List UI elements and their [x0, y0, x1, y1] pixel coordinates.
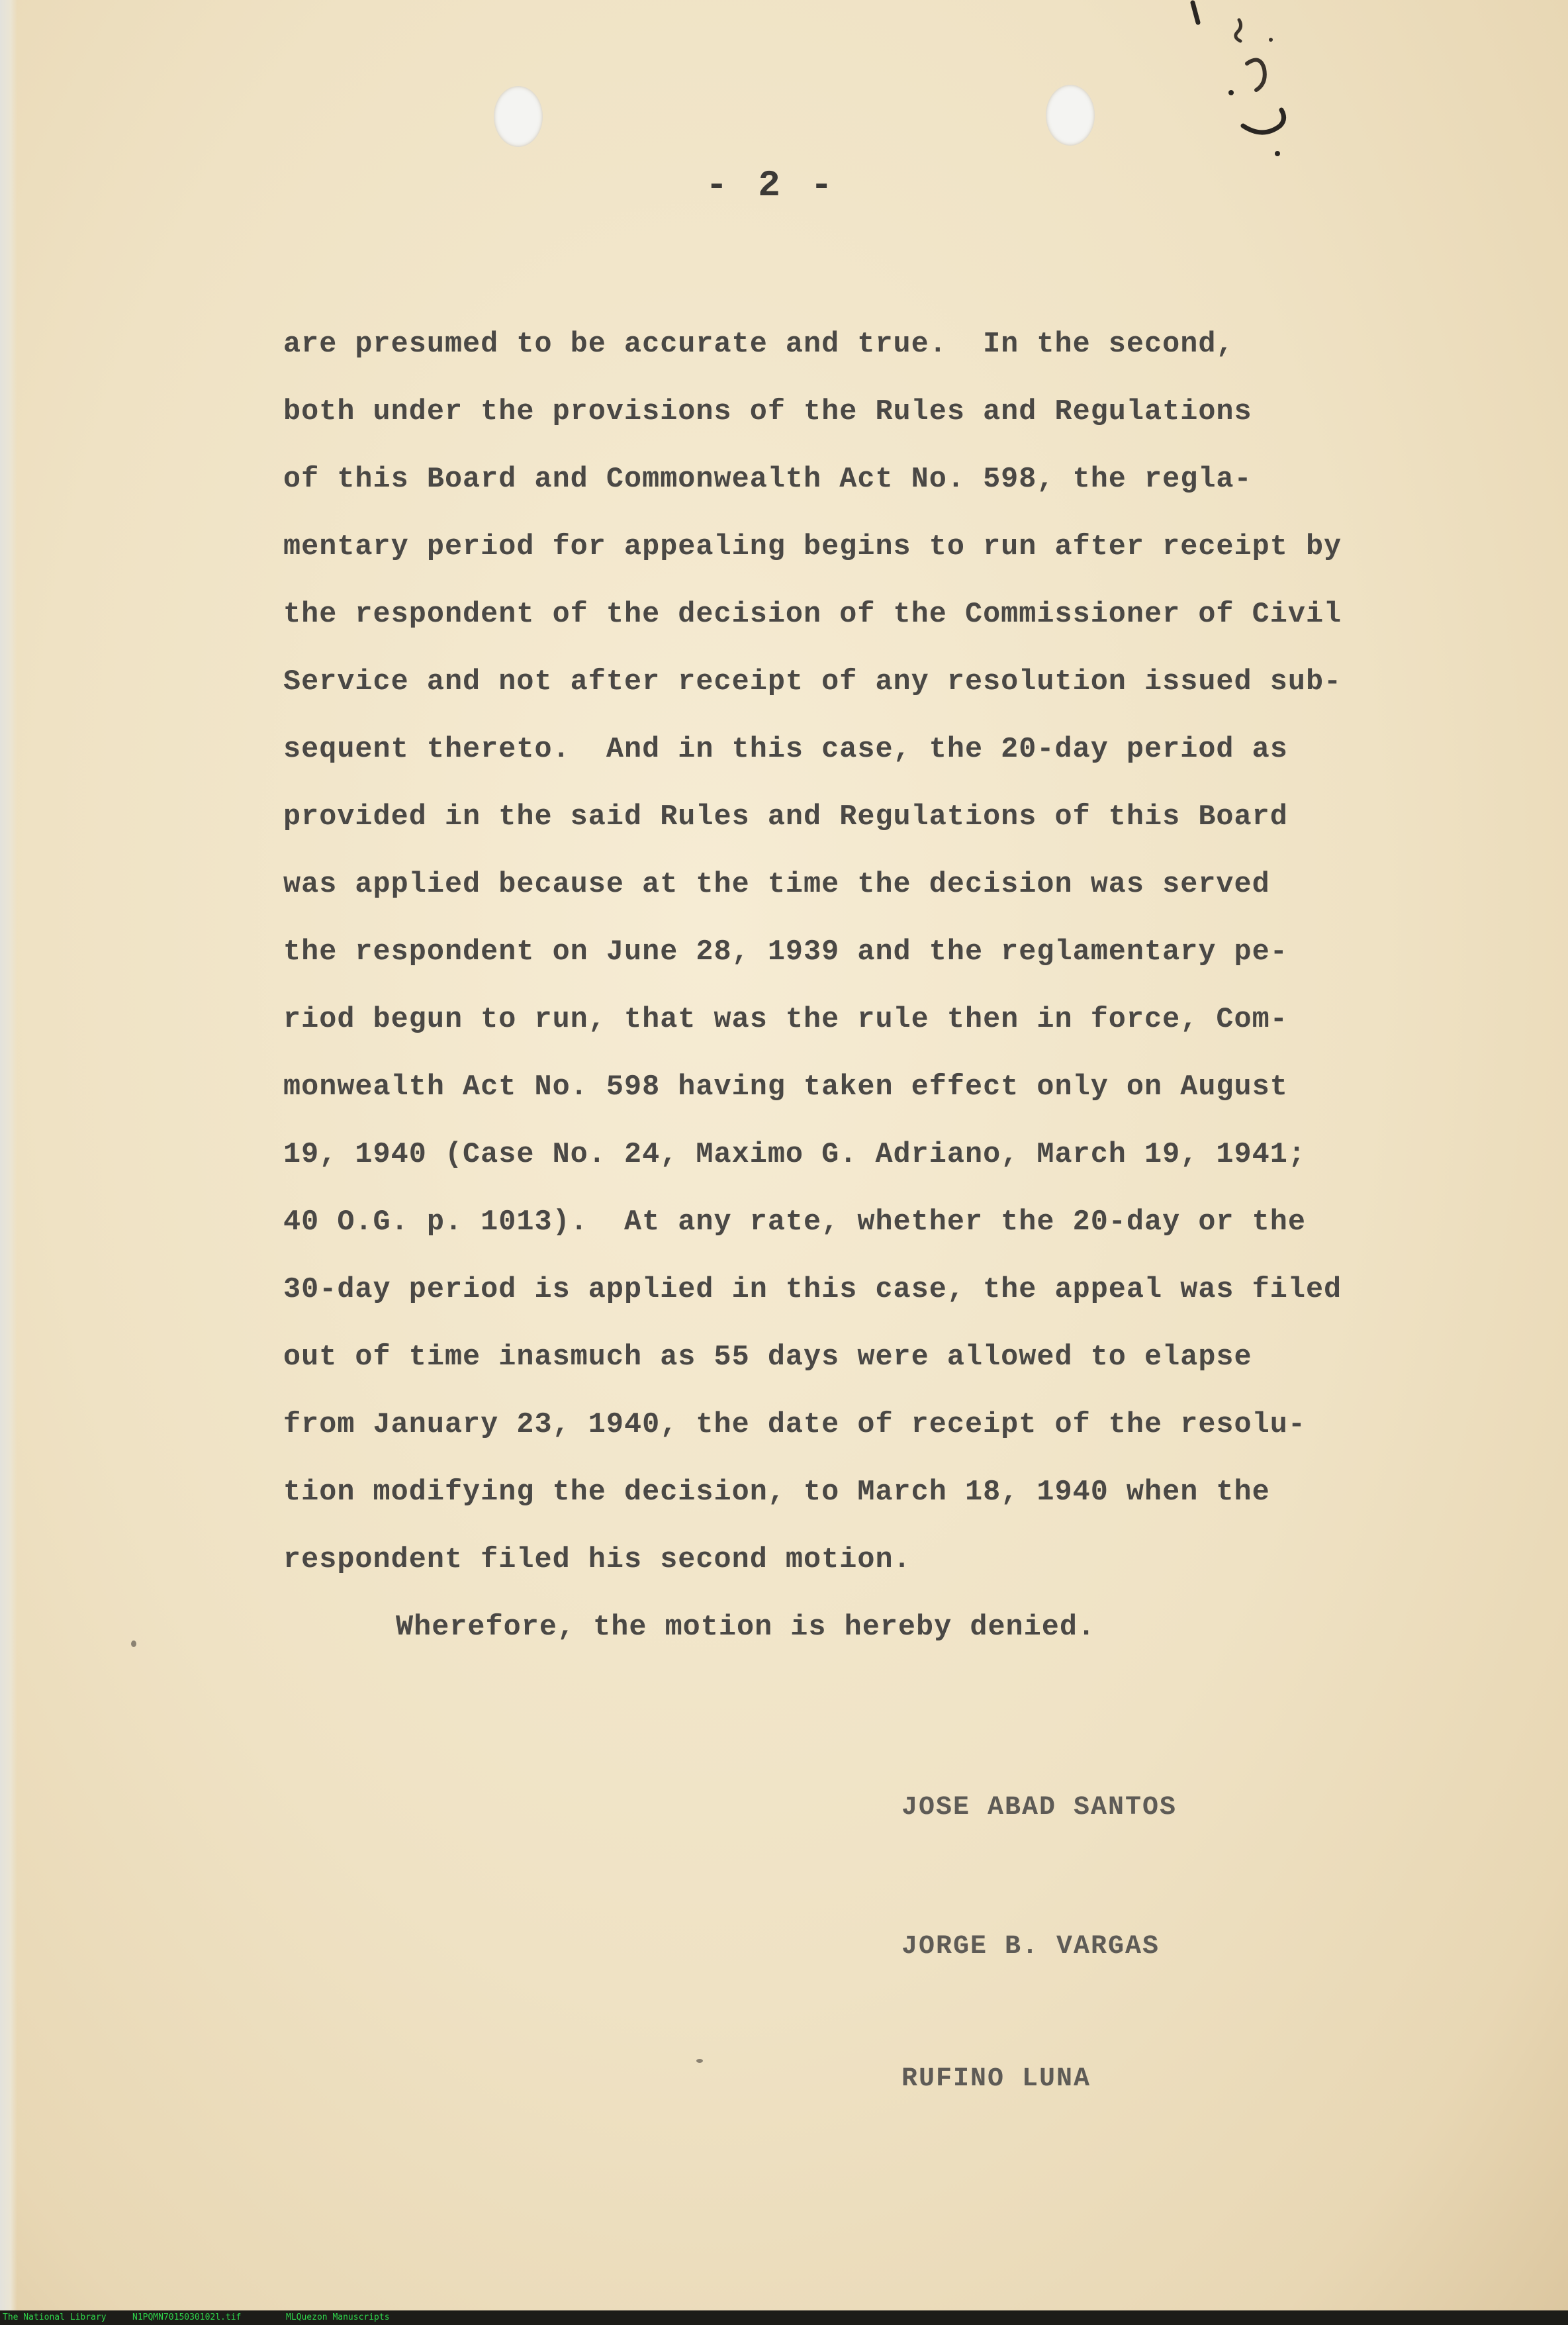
text-line: was applied because at the time the decision was served [283, 869, 1270, 901]
paper-speck [131, 1640, 136, 1647]
text-line: 30-day period is applied in this case, the appeal was filed [283, 1274, 1342, 1306]
text-line: 40 O.G. p. 1013). At any rate, whether the 20-day or the [283, 1206, 1306, 1239]
text-line: mentary period for appealing begins to run after receipt by [283, 531, 1342, 563]
text-line: both under the provisions of the Rules and Regulations [283, 396, 1252, 428]
paper-speck [696, 2059, 703, 2063]
text-line: respondent filed his second motion. [283, 1544, 911, 1576]
text-line: tion modifying the decision, to March 18, 1940 when the [283, 1476, 1270, 1509]
text-line: provided in the said Rules and Regulations of this Board [283, 801, 1288, 833]
punch-hole [494, 86, 543, 147]
text-line: 19, 1940 (Case No. 24, Maximo G. Adriano, March 19, 1941; [283, 1139, 1306, 1171]
text-line: from January 23, 1940, the date of receipt of the resolu- [283, 1409, 1306, 1441]
letter-body [283, 311, 1488, 1662]
page-edge [0, 0, 17, 2310]
text-line: the respondent on June 28, 1939 and the reglamentary pe- [283, 936, 1288, 969]
footer-collection: MLQuezon Manuscripts [286, 2312, 390, 2322]
pen-scribble-mark [1178, 0, 1317, 172]
paragraph-1 [283, 311, 1488, 1594]
signatory-name: JORGE B. VARGAS [901, 1932, 1160, 1962]
text-line: Service and not after receipt of any resolution issued sub- [283, 666, 1342, 698]
footer-library: The National Library [3, 2312, 107, 2322]
signatory-name: RUFINO LUNA [901, 2064, 1091, 2094]
paragraph-2 [283, 1594, 1488, 1662]
text-line: sequent thereto. And in this case, the 20-day period as [283, 734, 1288, 766]
text-line: Wherefore, the motion is hereby denied. [396, 1611, 1096, 1644]
text-line: riod begun to run, that was the rule then in force, Com- [283, 1004, 1288, 1036]
scan-footer-bar [0, 2310, 1568, 2325]
text-line: the respondent of the decision of the Commissioner of Civil [283, 598, 1342, 631]
signatory-name: JOSE ABAD SANTOS [901, 1793, 1177, 1823]
footer-file-id: N1PQMN7015030102l.tif [132, 2312, 242, 2322]
punch-hole [1046, 85, 1095, 146]
text-line: out of time inasmuch as 55 days were allowed to elapse [283, 1341, 1252, 1374]
text-line: monwealth Act No. 598 having taken effect only on August [283, 1071, 1288, 1104]
text-line: of this Board and Commonwealth Act No. 598, the regla- [283, 463, 1252, 496]
text-line: are presumed to be accurate and true. In the second, [283, 328, 1234, 361]
page-number: - 2 - [705, 164, 837, 207]
